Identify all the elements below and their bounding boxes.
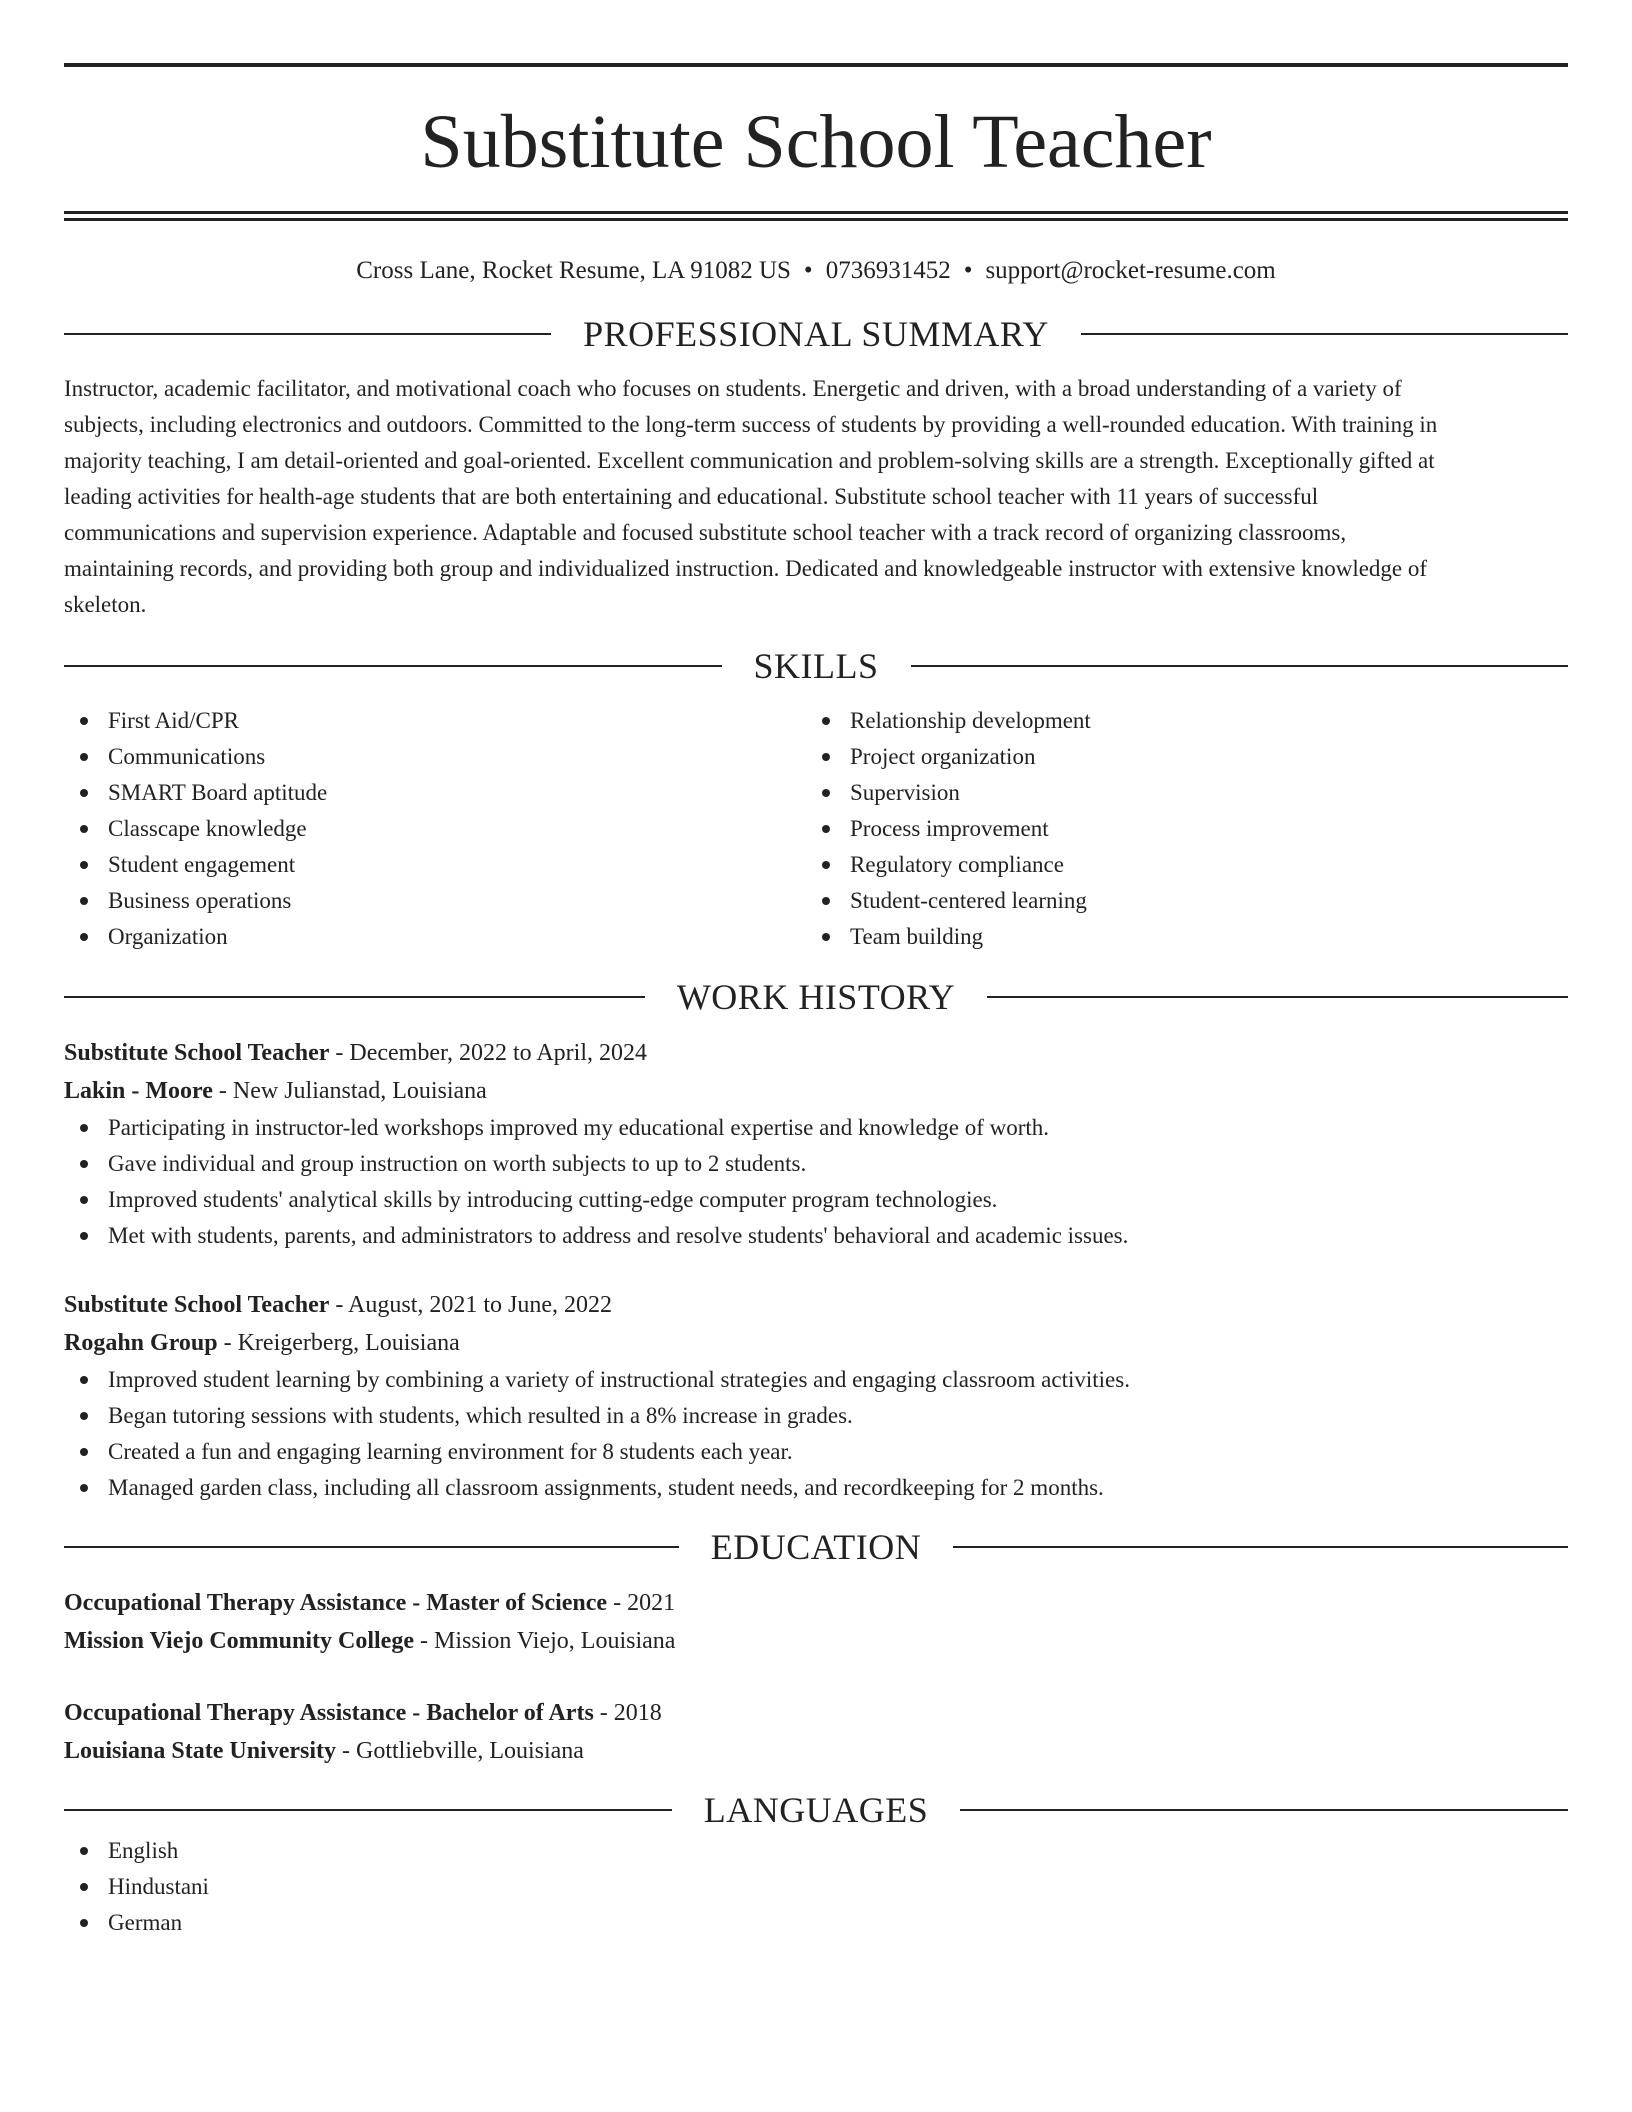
job-bullet: Met with students, parents, and administrators to address and resolve students' behavioral and academic issues. xyxy=(64,1218,1568,1254)
summary-line: majority teaching, I am detail-oriented and goal-oriented. Excellent communication and problem-solving skills are a strength. Exceptionally gifted at xyxy=(64,448,1435,473)
skills-columns xyxy=(64,703,1568,955)
skills-list-right xyxy=(806,703,1548,955)
skill-item: Business operations xyxy=(64,883,806,919)
section-heading-skills xyxy=(64,643,1568,689)
heading-rule xyxy=(64,1809,672,1811)
language-item: Hindustani xyxy=(64,1869,1568,1905)
heading-rule xyxy=(987,996,1568,998)
job-location: - New Julianstad, Louisiana xyxy=(212,1078,487,1104)
job-dates: - December, 2022 to April, 2024 xyxy=(329,1040,648,1066)
degree-line xyxy=(64,1584,1568,1622)
heading-rule xyxy=(960,1809,1568,1811)
section-heading-education xyxy=(64,1524,1568,1570)
page-title: Substitute School Teacher xyxy=(420,100,1212,184)
degree: Occupational Therapy Assistance - Bachelor of Arts xyxy=(64,1700,594,1726)
school-line xyxy=(64,1732,1568,1770)
job-bullets xyxy=(64,1110,1568,1254)
summary-line: maintaining records, and providing both group and individualized instruction. Dedicated and knowledgeable instructor with extensive knowledge of xyxy=(64,556,1428,581)
summary-line: communications and supervision experience. Adaptable and focused substitute school teacher with a track record of organizing classrooms, xyxy=(64,520,1347,545)
job-entry xyxy=(64,1034,1568,1254)
job-location: - Kreigerberg, Louisiana xyxy=(217,1330,460,1356)
heading-rule xyxy=(953,1546,1568,1548)
job-company: Lakin - Moore xyxy=(64,1078,213,1104)
section-title: WORK HISTORY xyxy=(676,977,956,1017)
job-bullets xyxy=(64,1362,1568,1506)
degree-year: - 2021 xyxy=(607,1590,676,1616)
languages-list xyxy=(64,1833,1568,1941)
resume-content xyxy=(64,0,1568,1941)
contact-email[interactable]: support@rocket-resume.com xyxy=(985,257,1276,284)
degree-line xyxy=(64,1694,1568,1732)
summary-line: Instructor, academic facilitator, and motivational coach who focuses on students. Energetic and driven, with a broad understanding of a variety of xyxy=(64,376,1402,401)
skill-item: Regulatory compliance xyxy=(806,847,1548,883)
heading-rule xyxy=(64,665,722,667)
language-item: English xyxy=(64,1833,1568,1869)
summary-line: subjects, including electronics and outdoors. Committed to the long-term success of students by providing a well-rounded education. With training in xyxy=(64,412,1438,437)
job-title: Substitute School Teacher xyxy=(64,1040,330,1066)
heading-rule xyxy=(64,1546,679,1548)
section-heading-languages xyxy=(64,1787,1568,1833)
job-bullet: Improved student learning by combining a variety of instructional strategies and engaging classroom activities. xyxy=(64,1362,1568,1398)
job-title-line xyxy=(64,1286,1568,1324)
skill-item: First Aid/CPR xyxy=(64,703,806,739)
contact-phone: 0736931452 xyxy=(825,257,951,284)
skill-item: Organization xyxy=(64,919,806,955)
skill-item: Supervision xyxy=(806,775,1548,811)
contact-line xyxy=(64,254,1568,288)
summary-line: leading activities for health-age students that are both entertaining and educational. Substitute school teacher with 11 years of successful xyxy=(64,484,1319,509)
job-title: Substitute School Teacher xyxy=(64,1292,330,1318)
skill-item: Student engagement xyxy=(64,847,806,883)
job-entry xyxy=(64,1286,1568,1506)
skill-item: Communications xyxy=(64,739,806,775)
skill-item: Student-centered learning xyxy=(806,883,1548,919)
contact-address: Cross Lane, Rocket Resume, LA 91082 US xyxy=(356,257,791,284)
section-heading-summary xyxy=(64,311,1568,357)
section-title: LANGUAGES xyxy=(703,1790,929,1830)
job-bullet: Began tutoring sessions with students, which resulted in a 8% increase in grades. xyxy=(64,1398,1568,1434)
school-location: - Gottliebville, Louisiana xyxy=(336,1738,584,1764)
job-bullet: Participating in instructor-led workshops improved my educational expertise and knowledge of worth. xyxy=(64,1110,1568,1146)
heading-rule xyxy=(64,996,645,998)
section-heading-work xyxy=(64,974,1568,1020)
skills-list-left xyxy=(64,703,806,955)
job-title-line xyxy=(64,1034,1568,1072)
school-line xyxy=(64,1622,1568,1660)
school: Louisiana State University xyxy=(64,1738,337,1764)
job-bullet: Managed garden class, including all classroom assignments, student needs, and recordkeeping for 2 months. xyxy=(64,1470,1568,1506)
title-double-rule xyxy=(64,211,1568,221)
job-company-line xyxy=(64,1324,1568,1362)
contact-separator: • xyxy=(803,257,813,284)
skill-item: SMART Board aptitude xyxy=(64,775,806,811)
contact-separator: • xyxy=(963,257,973,284)
section-title: PROFESSIONAL SUMMARY xyxy=(583,314,1049,354)
school-location: - Mission Viejo, Louisiana xyxy=(413,1628,676,1654)
section-title: SKILLS xyxy=(753,646,879,686)
education-entry xyxy=(64,1694,1568,1770)
job-dates: - August, 2021 to June, 2022 xyxy=(329,1292,613,1318)
job-company-line xyxy=(64,1072,1568,1110)
summary-paragraph xyxy=(64,371,1568,623)
degree: Occupational Therapy Assistance - Master of Science xyxy=(64,1590,608,1616)
language-item: German xyxy=(64,1905,1568,1941)
heading-rule xyxy=(1081,333,1568,335)
skill-item: Process improvement xyxy=(806,811,1548,847)
skill-item: Team building xyxy=(806,919,1548,955)
job-bullet: Created a fun and engaging learning environment for 8 students each year. xyxy=(64,1434,1568,1470)
skill-item: Relationship development xyxy=(806,703,1548,739)
job-bullet: Gave individual and group instruction on worth subjects to up to 2 students. xyxy=(64,1146,1568,1182)
top-rule xyxy=(64,63,1568,67)
heading-rule xyxy=(64,333,551,335)
job-company: Rogahn Group xyxy=(64,1330,218,1356)
education-entry xyxy=(64,1584,1568,1660)
degree-year: - 2018 xyxy=(593,1700,662,1726)
job-bullet: Improved students' analytical skills by introducing cutting-edge computer program technologies. xyxy=(64,1182,1568,1218)
skill-item: Project organization xyxy=(806,739,1548,775)
skill-item: Classcape knowledge xyxy=(64,811,806,847)
heading-rule xyxy=(911,665,1569,667)
section-title: EDUCATION xyxy=(710,1527,922,1567)
school: Mission Viejo Community College xyxy=(64,1628,414,1654)
summary-line: skeleton. xyxy=(64,592,147,617)
